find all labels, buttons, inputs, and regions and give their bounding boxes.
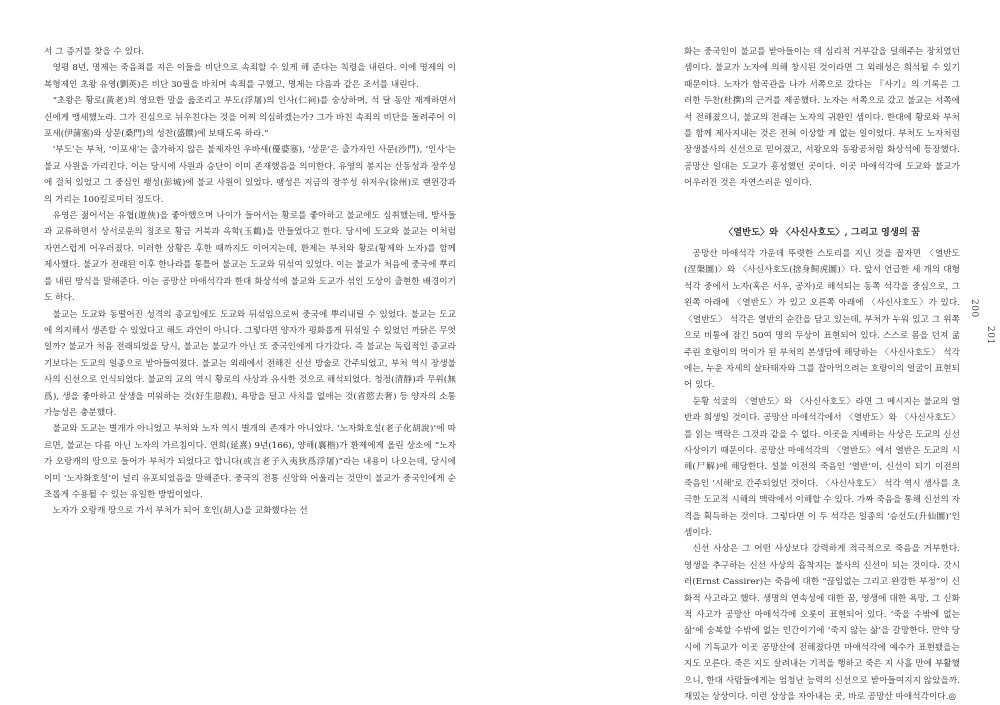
left-page	[0, 0, 500, 666]
paragraph: 화는 중국인이 불교를 받아들이는 데 심리적 거부감을 덜해주는 장치였던 셈이다. 불교가 노자에 의해 창시된 것이라면 그 외래성은 희석될 수 있기 때문이다. 노자가 함곡관을 나가 서쪽으로 갔다는 『사기』의 기록은 그러한 두찬(杜撰)의 근거를 제공했다. 노자는 서쪽으로 갔고 불교는 서쪽에서 전해졌으니, 불교의 전래는 노자의 귀환인 셈이다. 한대에 황로와 부처를 함께 제사지내는 것은 전혀 이상할 게 없는 일이었다. 부처도 노자처럼 장생불사의 신선으로 믿어졌고, 서왕모와 동왕공처럼 화상석에 등장했다. 공망산 일대는 도교가 흥성했던 곳이다. 이곳 마애석각에 도교와 불교가 어우러진 것은 자연스러운 일이다.	[684, 47, 960, 189]
right-text-column	[684, 44, 960, 705]
page-number-right: 201	[985, 326, 995, 345]
paragraph-text: 신선 사상은 그 어떤 사상보다 강력하게 적극적으로 죽음을 거부한다. 영생을 추구하는 신선 사상의 흡착지는 불사의 신선이 되는 것이다. 갓시러(Ernst Cassirer)는 죽음에 대한 “끊임없는 그리고 완강한 부정”이 신화적 사고라고 했다. 생명의 연속성에 대한 꿈, 영생에 대한 욕망, 그 신화적 사고가 공망산 마애석각에 오롯이 표현되어 있다. ‘죽을 수밖에 없는 삶’에 숭복할 수밖에 없는 인간이기에 ‘죽지 않는 삶’을 갈망한다. 만약 당시에 기독교가 이곳 공망산에 전해졌다면 마애석각에 예수가 표현됐을는지도 모른다. 죽은 지도 살려내는 기적을 행하고 죽은 지 사흘 만에 부활했으니, 한대 사람들에게는 엄청난 능력의 신선으로 받아들여지지 않았을까. 재밌는 상상이다. 이런 상상을 자아내는 곳, 바로 공망산 마애석각이다.	[684, 544, 960, 703]
paragraph: 불교와 도교는 별개가 아니었고 부처와 노자 역시 별개의 존재가 아니었다. ‘노자화호설(老子化胡說)’에 따르면, 불교는 다름 아닌 노자의 가르침이다. 연희(延熹) 9년(166), 양해(襄楷)가 환제에게 올린 상소에 “노자가 오랑캐의 땅으로 들어가 부처가 되었다고 합니다(或言老子入夷狄爲浮屠)”라는 내용이 나오는데, 당시에 이미 ‘노자화호설’이 널리 유포되었음을 말해준다. 중국의 전통 신앙와 어울리는 것만이 불교가 중국인에게 순조롭게 수용될 수 있는 유일한 방법이었다.	[44, 424, 456, 500]
quote-paragraph: “초왕은 황로(黃老)의 영묘한 말을 읊조리고 부도(浮屠)의 인사(仁祠)를 숭상하며, 석 달 동안 재계하면서 신에게 맹세했노라. 그가 진심으로 뉘우친다는 것을 어찌 의심하겠는가? 그가 바친 속죄의 비단을 돌려주어 이포새(伊蒲塞)와 상문(桑門)의 성찬(盛饌)에 보태도록 하라.”	[44, 96, 456, 140]
left-text-column	[44, 44, 456, 520]
paragraph: 둔황 석굴의 〈열반도〉와 〈사신사호도〉라면 그 메시지는 불교의 열반과 희생일 것이다. 공망산 마애석각에서 〈열반도〉와 〈사신사호도〉를 읽는 맥락은 그것과 같을 수 없다. 이곳을 지배하는 사상은 도교의 신선 사상이기 때문이다. 공망산 마애석각의 〈열반도〉에서 열반은 도교의 시해(尸解)에 해당한다. 설불 이전의 죽음인 ‘열반’이, 신선이 되기 이전의 죽음인 ‘시해’로 간주되었던 것이다. 〈사신사호도〉 석각 역시 생사를 초극한 도교적 시해의 맥락에서 이해할 수 있다. 가짜 죽음을 통해 신선의 자격을 획득하는 것이다. 그렇다면 이 두 석각은 일종의 ‘승선도(升仙圖)’인 셈이다.	[684, 396, 960, 538]
paragraph	[684, 541, 960, 705]
paragraph: 노자가 오랑캐 땅으로 가서 부처가 되어 호인(胡人)을 교화했다는 선	[52, 506, 308, 517]
page-number-left: 200	[969, 299, 979, 318]
paragraph: 유영은 젊어서는 유협(遊俠)을 좋아했으며 나이가 들어서는 황로를 좋아하고 불교에도 심취했는데, 방사들과 교류하면서 상서로운의 징조로 황금 거북과 옥학(玉鶴)을 만들었다고 한다. 당시에 도교와 불교는 이처럼 자연스럽게 어우러졌다. 이러한 상황은 후한 때까지도 이어지는데, 환제는 부처와 황로(황제와 노자)를 함께 제사했다. 불교가 전래된 이후 한나라를 통틀어 불교는 도교와 뒤섞여 있었다. 이는 불교가 처음에 중국에 뿌리를 내린 방식을 말해준다. 이는 공망산 마애석각과 한대 화상석에 불교와 도교가 섞인 도상이 출현한 배경이기도 하다.	[44, 211, 456, 304]
paragraph: 불교는 도교와 동떨어진 성격의 종교임에도 도교와 뒤섞임으로써 중국에 뿌리내릴 수 있었다. 불교는 도교에 의지해서 생존할 수 있었다고 해도 과언이 아니다. 그렇다면 양자가 평화롭게 뒤섞일 수 있었던 까닭은 무엇일까? 불교가 처음 전래되었을 당시, 불교는 불교가 아닌 또 중국인에게 다가갔다. 즉 불교는 독립적인 종교라기보다는 도교의 일종으로 받아들여졌다. 불교는 외래에서 전해진 신선 방술로 간주되었고, 부처 역시 장생불사의 신선으로 인식되었다. 불교의 교의 역시 황로의 사상과 유사한 것으로 해석되었다. 청정(清靜)과 무위(無爲), 생을 좋아하고 살생을 미워하는 것(好生惡殺), 욕망을 덜고 사치를 없애는 것(省慾去奢) 등 양자의 소통 가능성은 충분했다.	[44, 309, 456, 418]
paragraph: 공망산 마애석각 가운데 뚜렷한 스토리를 지닌 것을 꼽자면 〈열반도(涅槃圖)〉와 〈사신사호도(捨身飼虎圖)〉다. 앞서 언급한 세 개의 대형 석각 중에서 노자(혹은 서우, 공자)로 해석되는 동쪽 석각을 중심으로, 그 왼쪽 아래에 〈열반도〉가 있고 오른쪽 아래에 〈사신사호도〉가 있다. 〈열반도〉 석각은 열반의 순간을 담고 있는데, 부처가 누워 있고 그 위쪽으로 비통에 잠긴 50여 명의 두상이 표현되어 있다. 스스로 몸을 던져 굶주린 호랑이의 먹이가 된 부처의 본생담에 해당하는 〈사신사호도〉 석각에는, 누운 자세의 살타태자와 그를 잡아먹으려는 호랑이의 얼굴이 표현되어 있다.	[684, 249, 960, 391]
section-heading: 〈열반도〉와 〈사신사호도〉, 그리고 영생의 꿈	[724, 226, 920, 238]
paragraph: 영평 8년, 명제는 죽음죄를 지은 이들을 비단으로 속죄할 수 있게 해 준다는 칙령을 내린다. 이에 명제의 이복형제인 초왕 유영(劉英)은 비단 30필을 바치며 속죄를 구했고, 명제는 다음과 같은 조서를 내린다.	[44, 63, 456, 90]
paragraph: 서 그 증거를 찾을 수 있다.	[44, 47, 145, 57]
end-mark-icon: ◎	[948, 692, 957, 703]
paragraph: ‘부도’는 부처, ‘이포새’는 출가하지 않은 불제자인 우바새(優婆塞), ‘상문’은 출가자인 사문(沙門), ‘인사’는 불교 사원을 가리킨다. 이는 당시에 사원과 승단이 이미 존재했음을 의미한다. 유영의 봉지는 산동성과 장쑤성에 걸쳐 있었고 그 중심인 팽성(彭城)에 불교 사원이 있었다. 팽성은 지금의 장쑤성 쉬저우(徐州)로 랜윈강과의 거리는 100킬로미터 정도다.	[44, 145, 456, 205]
right-page	[500, 0, 1000, 703]
